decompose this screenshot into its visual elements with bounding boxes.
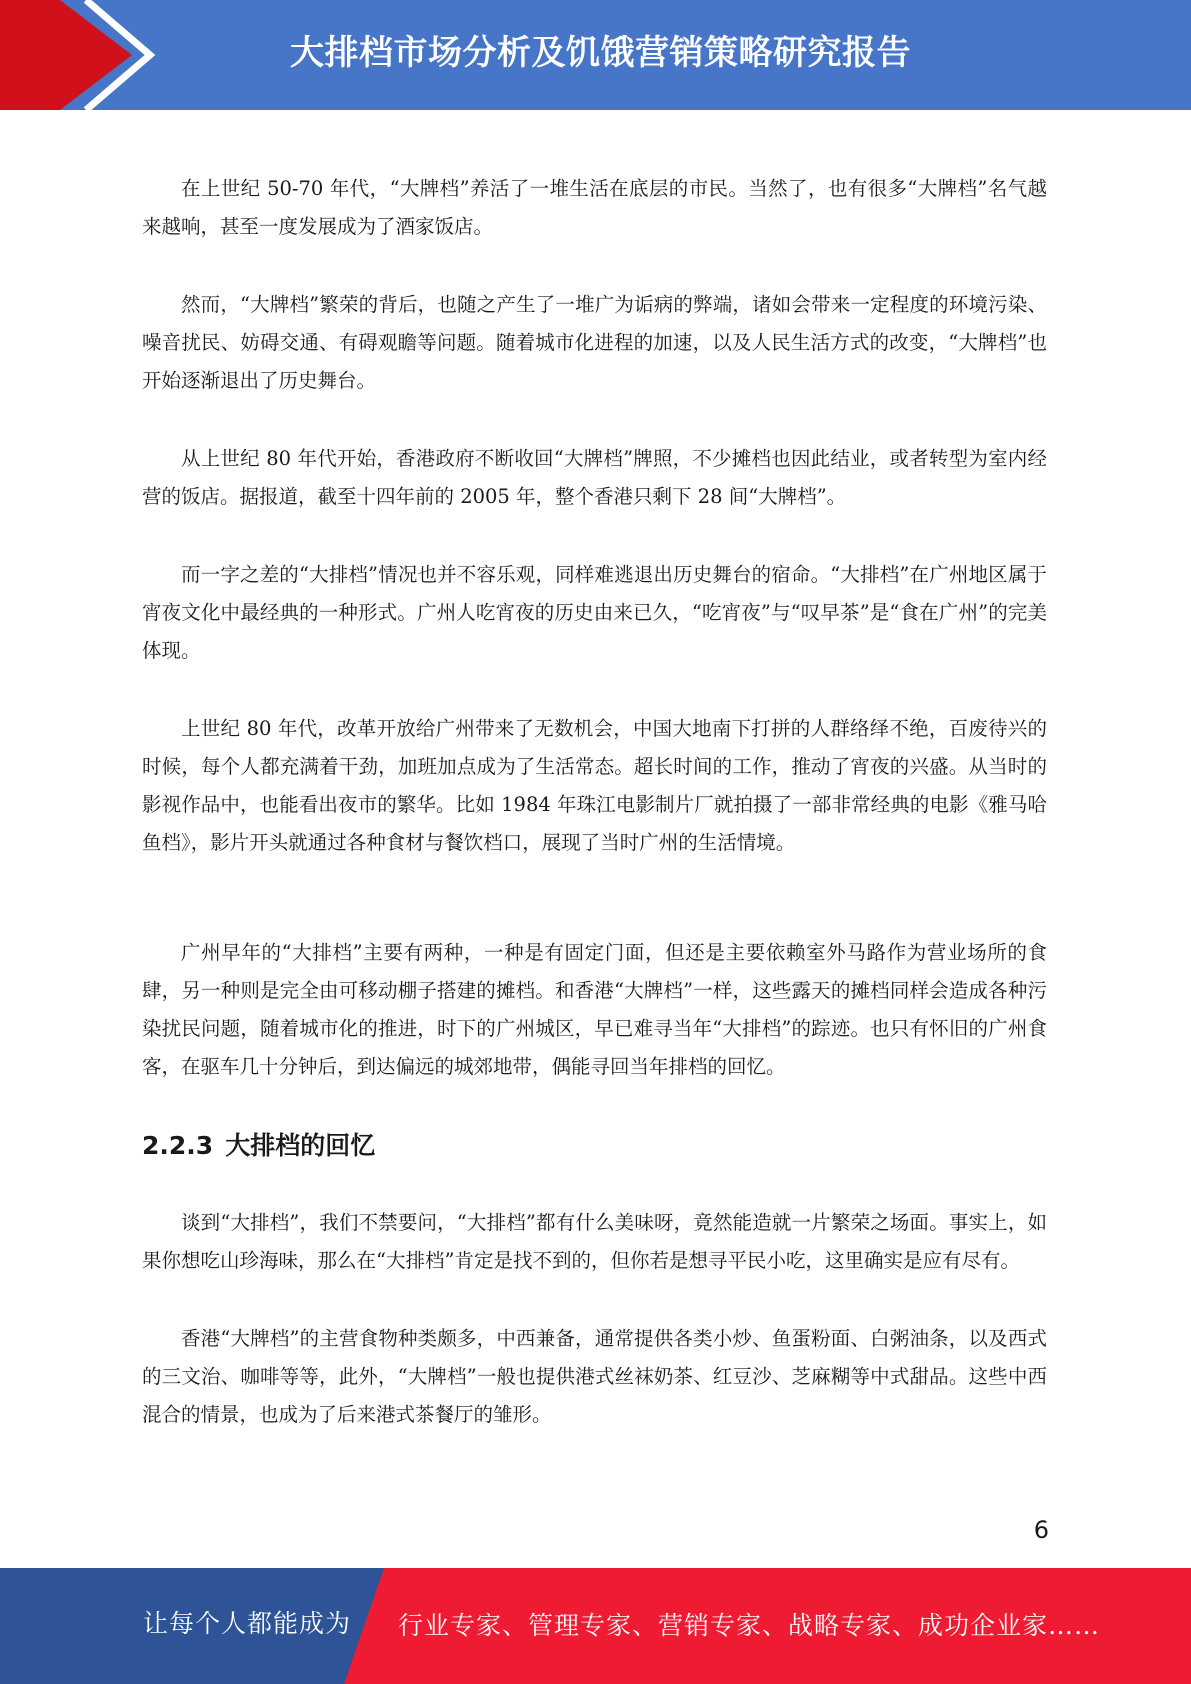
footer-slogan-left: 让每个人都能成为	[143, 1609, 352, 1638]
paragraph: 然而，“大牌档”繁荣的背后，也随之产生了一堆广为诟病的弊端，诸如会带来一定程度的环境污染、噪音扰民、妨碍交通、有碍观瞻等问题。随着城市化进程的加速，以及人民生活方式的改变，“大牌档”也开始逐渐退出了历史舞台。	[142, 293, 1047, 392]
paragraph: 广州早年的“大排档”主要有两种，一种是有固定门面，但还是主要依赖室外马路作为营业场所的食肆，另一种则是完全由可移动棚子搭建的摊档。和香港“大牌档”一样，这些露天的摊档同样会造成各种污染扰民问题，随着城市化的推进，时下的广州城区，早已难寻当年“大排档”的踪迹。也只有怀旧的广州食客，在驱车几十分钟后，到达偏远的城郊地带，偶能寻回当年排档的回忆。	[142, 941, 1047, 1078]
paragraph: 上世纪 80 年代，改革开放给广州带来了无数机会，中国大地南下打拼的人群络绎不绝，百废待兴的时候，每个人都充满着干劲，加班加点成为了生活常态。超长时间的工作，推动了宵夜的兴盛。从当时的影视作品中，也能看出夜市的繁华。比如 1984 年珠江电影制片厂就拍摄了一部非常经典的电影《雅马哈鱼档》，影片开头就通过各种食材与餐饮档口，展现了当时广州的生活情境。	[142, 717, 1047, 854]
section-title: 大排档的回忆	[225, 1131, 376, 1160]
paragraph: 香港“大牌档”的主营食物种类颇多，中西兼备，通常提供各类小炒、鱼蛋粉面、白粥油条，以及西式的三文治、咖啡等等，此外，“大牌档”一般也提供港式丝袜奶茶、红豆沙、芝麻糊等中式甜品。这些中西混合的情景，也成为了后来港式茶餐厅的雏形。	[142, 1327, 1047, 1426]
paragraph: 在上世纪 50-70 年代，“大牌档”养活了一堆生活在底层的市民。当然了，也有很多“大牌档”名气越来越响，甚至一度发展成为了酒家饭店。	[142, 177, 1047, 238]
page-footer	[0, 1568, 1191, 1684]
paragraph: 谈到“大排档”，我们不禁要问，“大排档”都有什么美味呀，竟然能造就一片繁荣之场面。事实上，如果你想吃山珍海味，那么在“大排档”肯定是找不到的，但你若是想寻平民小吃，这里确实是应有尽有。	[142, 1211, 1047, 1272]
paragraph: 而一字之差的“大排档”情况也并不容乐观，同样难逃退出历史舞台的宿命。“大排档”在广州地区属于宵夜文化中最经典的一种形式。广州人吃宵夜的历史由来已久，“吃宵夜”与“叹早茶”是“食在广州”的完美体现。	[142, 563, 1047, 662]
section-number: 2.2.3	[142, 1131, 214, 1160]
footer-slogan-right: 行业专家、管理专家、营销专家、战略专家、成功企业家……	[398, 1611, 1101, 1640]
section-heading	[142, 1126, 1047, 1166]
paragraph: 从上世纪 80 年代开始，香港政府不断收回“大牌档”牌照，不少摊档也因此结业，或者转型为室内经营的饭店。据报道，截至十四年前的 2005 年，整个香港只剩下 28 间“大牌档”。	[142, 447, 1047, 508]
report-title: 大排档市场分析及饥饿营销策略研究报告	[290, 33, 911, 73]
page-number: 6	[1033, 1516, 1049, 1544]
main-content	[142, 170, 1047, 1474]
page-header	[0, 0, 1191, 110]
